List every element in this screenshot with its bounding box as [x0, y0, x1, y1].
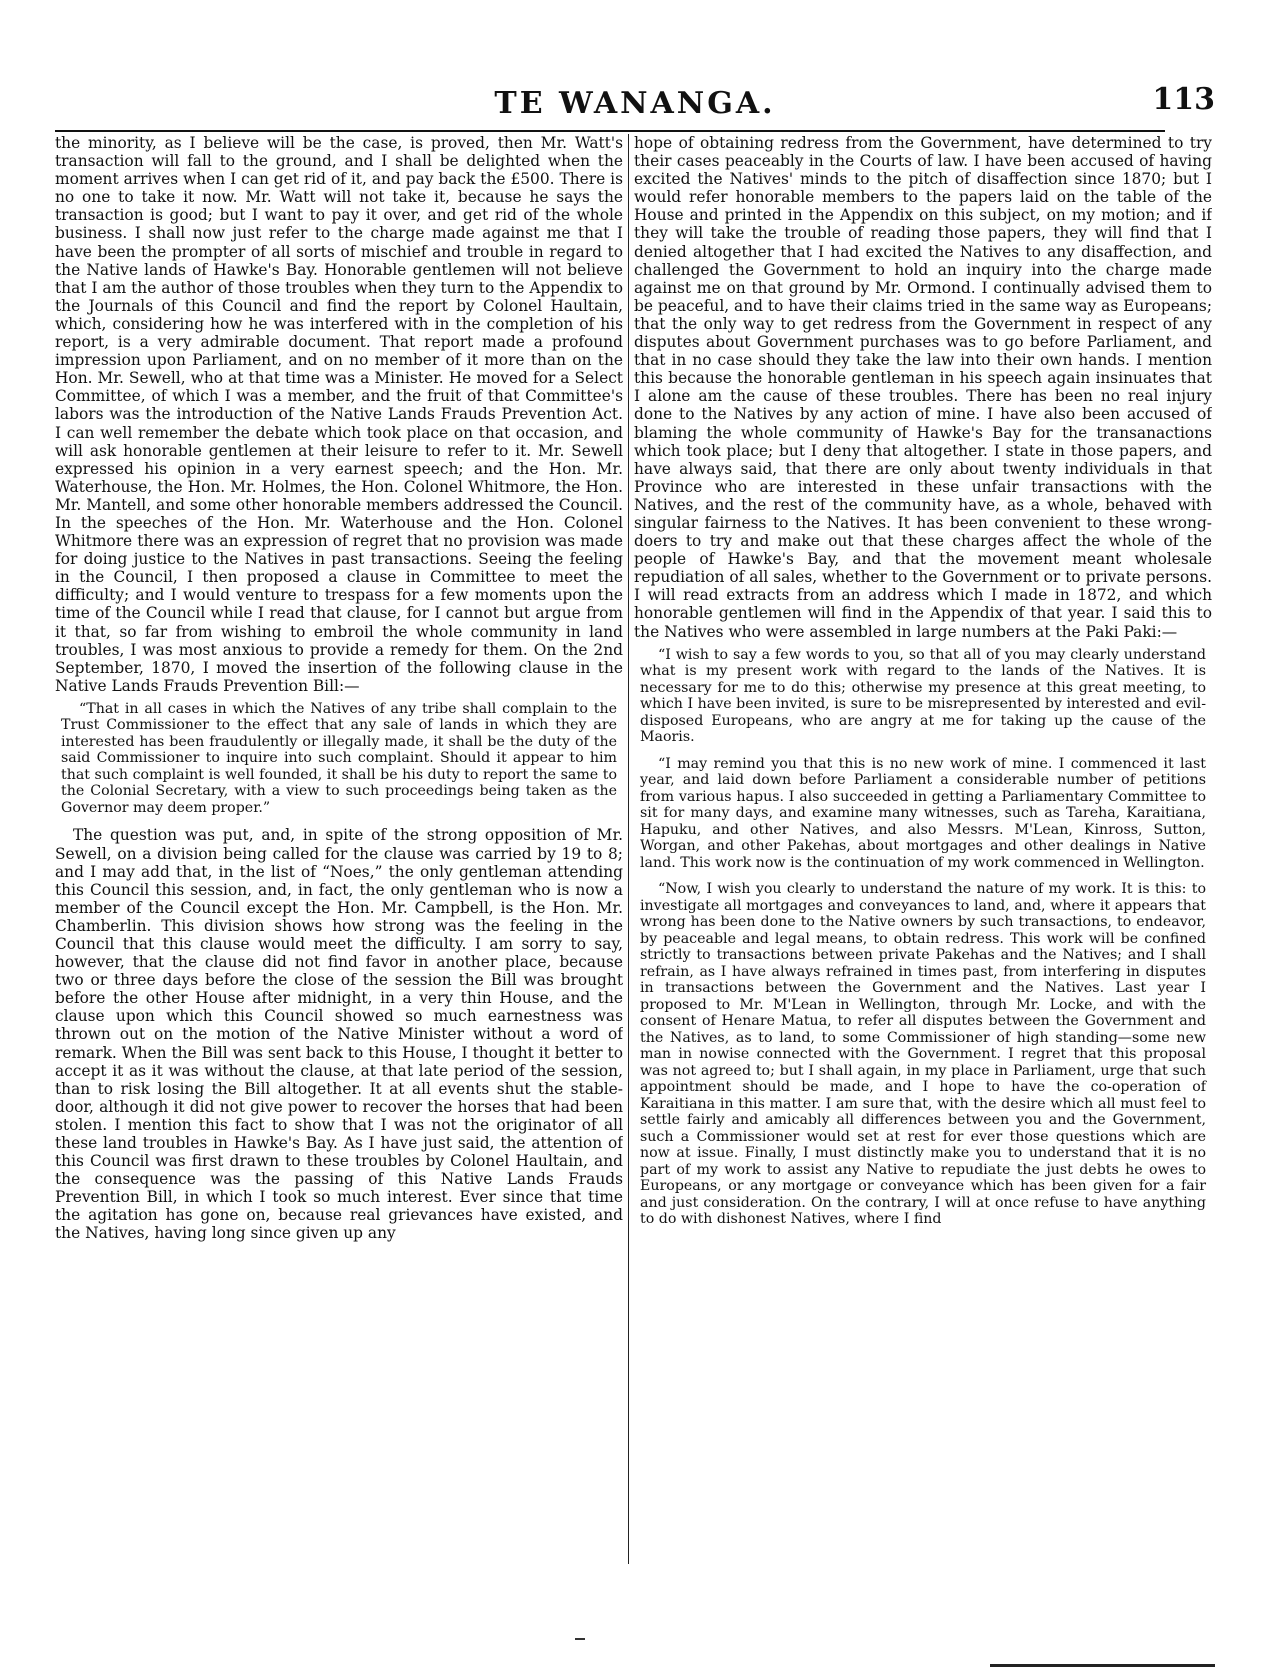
- quoted-address: “Now, I wish you clearly to understand the nature of my work. It is this: to investigate all mortgages and conveyances to land, and, where it appears that wrong has been done to the Native owners by such transactions, to endeavor, by peaceable and legal means, to obtain redress. This work will be confined strictly to transactions between private Pakehas and the Natives; and I shall refrain, as I have always refrained in times past, from interfering in disputes in transactions between the Government and the Natives. Last year I proposed to Mr. M'Lean in Wellington, through Mr. Locke, and with the consent of Henare Matua, to refer all disputes between the Government and the Natives, as to land, to some Commissioner of high standing—some new man in nowise connected with the Government. I regret that this proposal was not agreed to; but I shall again, in my place in Parliament, urge that such appointment should be made, and I hope to have the co-operation of Karaitiana in this matter. I am sure that, with the desire which all must feel to settle fairly and amicably all differences between you and the Government, such a Commissioner would set at rest for ever those questions which are now at issue. Finally, I must distinctly make you to understand that it is no part of my work to assist any Native to repudiate the just debts he owes to Europeans, or any mortgage or conveyance which has been given for a fair and just consideration. On the contrary, I will at once refuse to have anything to do with dishonest Natives, where I find: [640, 881, 1206, 1228]
- quoted-address: “I may remind you that this is no new work of mine. I commenced it last year, and laid down before Parliament a considerable number of petitions from various hapus. I also succeeded in getting a Parliamentary Committee to sit for many days, and examine many witnesses, such as Tareha, Karaitiana, Hapuku, and other Natives, and also Messrs. M'Lean, Kinross, Sutton, Worgan, and other Pakehas, about mortgages and other dealings in Native land. This work now is the continuation of my work commenced in Wellington.: [640, 755, 1206, 871]
- quoted-clause: “That in all cases in which the Natives of any tribe shall complain to the Trust Commissioner to the effect that any sale of lands in which they are interested has been fraudulently or illegally made, it shall be the duty of the said Commissioner to inquire into such complaint. Should it appear to him that such complaint is well founded, it shall be his duty to report the same to the Colonial Secretary, with a view to such proceedings being taken as the Governor may deem proper.”: [61, 700, 617, 816]
- page-number: 113: [1152, 82, 1215, 117]
- header-rule: [55, 130, 1165, 132]
- masthead: TE WANANGA.: [494, 86, 776, 121]
- column-divider: [628, 134, 629, 1564]
- paragraph: hope of obtaining redress from the Government, have determined to try their cases peaceably in the Courts of law. I have been accused of having excited the Natives' minds to the pitch of disaffection since 1870; but I would refer honorable members to the papers laid on the table of the House and printed in the Appendix on this subject, on my motion; and if they will take the trouble of reading those papers, they will find that I denied altogether that I had excited the Natives to any disaffection, and challenged the Government to hold an inquiry into the charge made against me on that ground by Mr. Ormond. I continually advised them to be peaceful, and to have their claims tried in the same way as Europeans; that the only way to get redress from the Government in respect of any disputes about Government purchases was to go before Parliament, and that in no case should they take the law into their own hands. I mention this because the honorable gentleman in his speech again insinuates that I alone am the cause of these troubles. There has been no real injury done to the Natives by any action of mine. I have also been accused of blaming the whole community of Hawke's Bay for the transanactions which took place; but I deny that altogether. I state in those papers, and have always said, that there are only about twenty individuals in that Province who are interested in these unfair transactions with the Natives, and the rest of the community have, as a whole, behaved with singular fairness to the Natives. It has been convenient to these wrong-doers to try and make out that these charges affect the whole of the people of Hawke's Bay, and that the movement meant wholesale repudiation of all sales, whether to the Government or to private persons. I will read extracts from an address which I made in 1872, and which honorable gentlemen will find in the Appendix of that year. I said this to the Natives who were assembled in large numbers at the Paki Paki:—: [634, 134, 1212, 641]
- footer-rule: [990, 1664, 1215, 1667]
- paragraph: The question was put, and, in spite of the strong opposition of Mr. Sewell, on a division being called for the clause was carried by 19 to 8; and I may add that, in the list of “Noes,” the only gentleman attending this Council this session, and, in fact, the only gentleman who is now a member of the Council except the Hon. Mr. Campbell, is the Hon. Mr. Chamberlin. This division shows how strong was the feeling in the Council that this clause would meet the difficulty. I am sorry to say, however, that the clause did not find favor in another place, because two or three days before the close of the session the Bill was brought before the other House after midnight, in a very thin House, and the clause upon which this Council showed so much earnestness was thrown out on the motion of the Native Minister without a word of remark. When the Bill was sent back to this House, I thought it better to accept it as it was without the clause, at that late period of the session, than to risk losing the Bill altogether. It at all events shut the stable-door, although it did not give power to recover the horses that had been stolen. I mention this fact to show that I was not the originator of all these land troubles in Hawke's Bay. As I have just said, the attention of this Council was first drawn to these troubles by Colonel Haultain, and the consequence was the passing of this Native Lands Frauds Prevention Bill, in which I took so much interest. Ever since that time the agitation has gone on, because real grievances have existed, and the Natives, having long since given up any: [55, 826, 623, 1243]
- quoted-address: “I wish to say a few words to you, so that all of you may clearly understand what is my present work with regard to the lands of the Natives. It is necessary for me to do this; otherwise my presence at this great meeting, to which I have been invited, is sure to be misrepresented by interested and evil-disposed Europeans, who are angry at me for taking up the cause of the Maoris.: [640, 646, 1206, 746]
- left-column: [55, 134, 623, 1574]
- right-column: [634, 134, 1212, 1574]
- paragraph: the minority, as I believe will be the case, is proved, then Mr. Watt's transaction will fall to the ground, and I shall be delighted when the moment arrives when I can get rid of it, and pay back the £500. There is no one to take it now. Mr. Watt will not take it, because he says the transaction is good; but I want to pay it over, and get rid of the whole business. I shall now just refer to the charge made against me that I have been the prompter of all sorts of mischief and trouble in regard to the Native lands of Hawke's Bay. Honorable gentlemen will not believe that I am the author of those troubles when they turn to the Appendix to the Journals of this Council and find the report by Colonel Haultain, which, considering how he was interfered with in the completion of his report, is a very admirable document. That report made a profound impression upon Parliament, and on no member of it more than on the Hon. Mr. Sewell, who at that time was a Minister. He moved for a Select Committee, of which I was a member, and the fruit of that Committee's labors was the introduction of the Native Lands Frauds Prevention Act. I can well remember the debate which took place on that occasion, and will ask honorable gentlemen at their leisure to refer to it. Mr. Sewell expressed his opinion in a very earnest speech; and the Hon. Mr. Waterhouse, the Hon. Mr. Holmes, the Hon. Colonel Whitmore, the Hon. Mr. Mantell, and some other honorable members addressed the Council. In the speeches of the Hon. Mr. Waterhouse and the Hon. Colonel Whitmore there was an expression of regret that no provision was made for doing justice to the Natives in past transactions. Seeing the feeling in the Council, I then proposed a clause in Committee to meet the difficulty; and I would venture to trespass for a few moments upon the time of the Council while I read that clause, for I cannot but argue from it that, so far from wishing to embroil the whole community in land troubles, I was most anxious to provide a remedy for them. On the 2nd September, 1870, I moved the insertion of the following clause in the Native Lands Frauds Prevention Bill:—: [55, 134, 623, 695]
- page-header: [55, 80, 1215, 130]
- page-mark: [575, 1638, 585, 1640]
